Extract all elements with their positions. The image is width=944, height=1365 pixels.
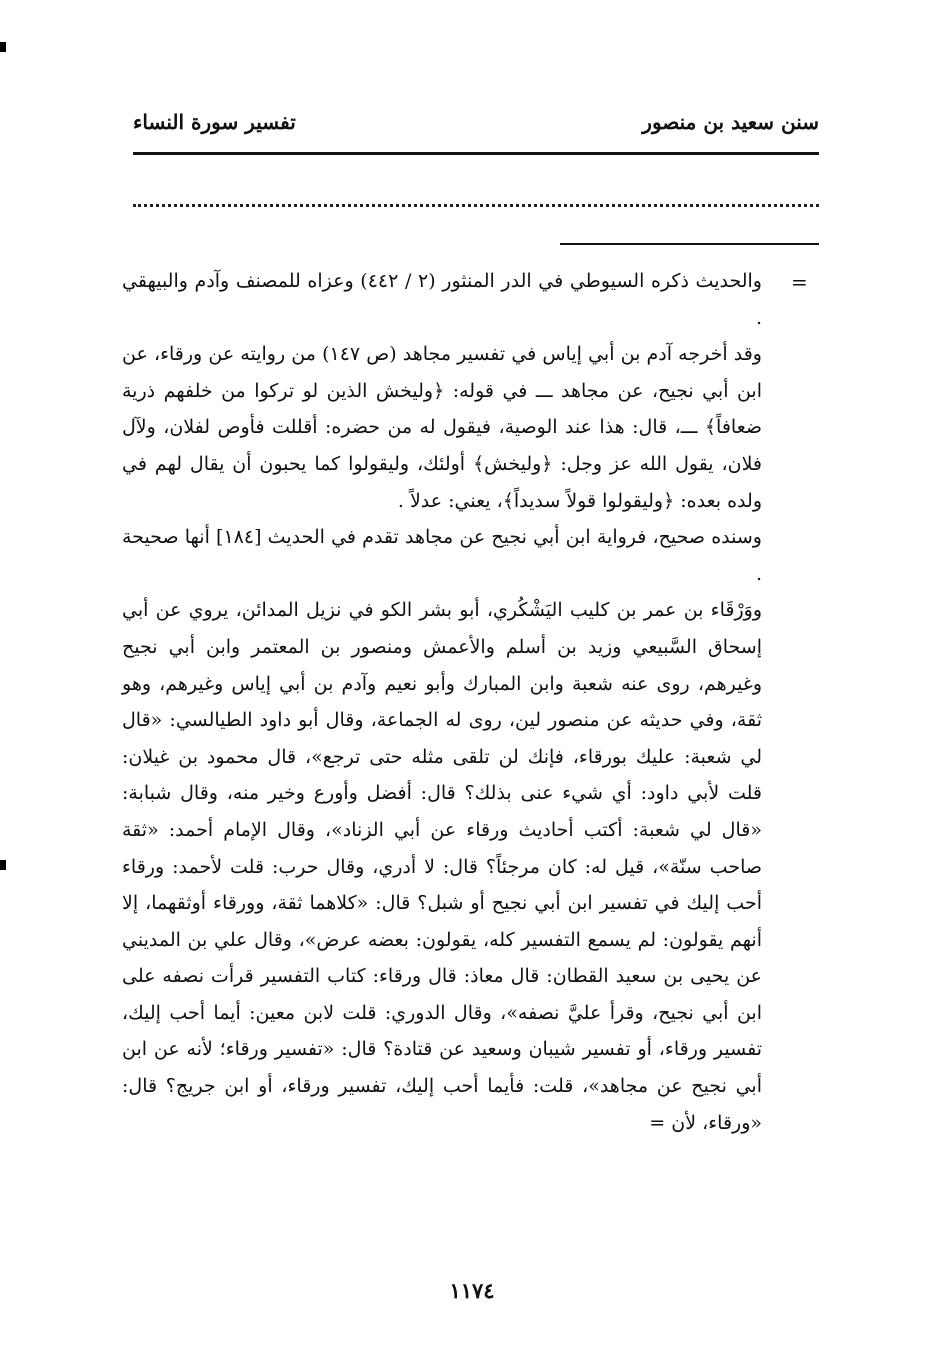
section-title: تفسير سورة النساء — [133, 110, 296, 134]
scan-mark — [0, 42, 6, 52]
header-rule — [133, 152, 819, 155]
running-header — [133, 110, 819, 144]
page-number: ١١٧٤ — [449, 1278, 495, 1303]
dotted-separator — [133, 204, 819, 207]
footnote-rule — [560, 243, 819, 245]
scan-mark — [0, 860, 6, 870]
footnote-body — [122, 263, 762, 1263]
book-title: سنن سعيد بن منصور — [642, 110, 819, 134]
continuation-mark: = — [791, 270, 808, 294]
paragraph: وقد أخرجه آدم بن أبي إياس في تفسير مجاهد (ص ١٤٧) من روايته عن ورقاء، عن ابن أبي نجيح، عن مجاهد ـــ في قوله: ﴿وليخش الذين لو تركوا من خلفهم ذرية ضعافاً﴾ ـــ، قال: هذا عند الوصية، فيقول له من حضره: أقللت فأوص لفلان، ولآل فلان، يقول الله عز وجل: ﴿وليخش﴾ أولئك، وليقولوا كما يحبون أن يقال لهم في ولده بعده: ﴿وليقولوا قولاً سديداً﴾، يعني: عدلاً . — [122, 343, 762, 512]
paragraph: وسنده صحيح، فرواية ابن أبي نجيح عن مجاهد تقدم في الحديث [١٨٤] أنها صحيحة . — [122, 526, 762, 585]
paragraph: والحديث ذكره السيوطي في الدر المنثور (٢ / ٤٤٢) وعزاه للمصنف وآدم والبيهقي . — [122, 270, 762, 329]
paragraph: ووَرْقَاء بن عمر بن كليب اليَشْكُري، أبو بشر الكو في نزيل المدائن، يروي عن أبي إسحاق السَّبيعي وزيد بن أسلم والأعمش ومنصور بن المعتمر وابن أبي نجيح وغيرهم، روى عنه شعبة وابن المبارك وأبو نعيم وآدم بن أبي إياس وغيرهم، وهو ثقة، وفي حديثه عن منصور لين، روى له الجماعة، وقال أبو داود الطيالسي: «قال لي شعبة: عليك بورقاء، فإنك لن تلقى مثله حتى ترجع»، قال محمود بن غيلان: قلت لأبي داود: أي شيء عنى بذلك؟ قال: أفضل وأورع وخير منه، وقال شبابة: «قال لي شعبة: أكتب أحاديث ورقاء عن أبي الزناد»، وقال الإمام أحمد: «ثقة صاحب سنّة»، قيل له: كان مرجئاً؟ قال: لا أدري، وقال حرب: قلت لأحمد: ورقاء أحب إليك في تفسير ابن أبي نجيح أو شبل؟ قال: «كلاهما ثقة، وورقاء أوثقهما، إلا أنهم يقولون: لم يسمع التفسير كله، يقولون: بعضه عرض»، وقال علي بن المديني عن يحيى بن سعيد القطان: قال معاذ: قال ورقاء: كتاب التفسير قرأت نصفه على ابن أبي نجيح، وقرأ عليَّ نصفه»، وقال الدوري: قلت لابن معين: أيما أحب إليك، تفسير ورقاء، أو تفسير شيبان وسعيد عن قتادة؟ قال: «تفسير ورقاء؛ لأنه عن ابن أبي نجيح عن مجاهد»، قلت: فأيما أحب إليك، تفسير ورقاء، أو ابن جريج؟ قال: «ورقاء، لأن = — [122, 599, 762, 1134]
